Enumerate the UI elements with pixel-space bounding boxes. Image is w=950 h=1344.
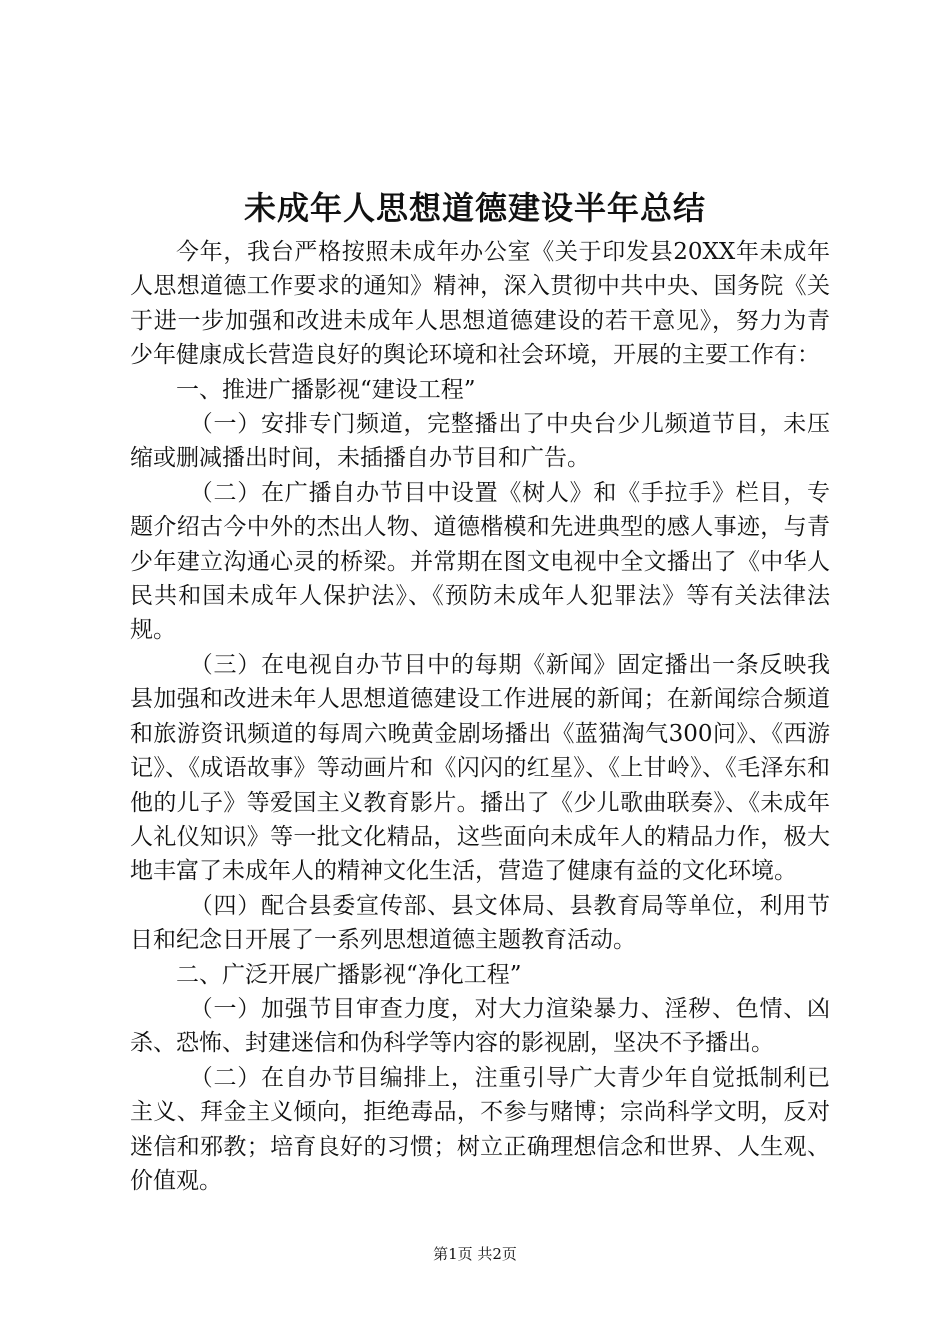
page-indicator: 第1页 共2页 (433, 1245, 517, 1263)
intro-paragraph: 今年，我台严格按照未成年办公室《关于印发县20XX年未成年人思想道德工作要求的通知》精神，深入贯彻中共中央、国务院《关于进一步加强和改进未成年人思想道德建设的若干意见》，努力为青少年健康成长营造良好的舆论环境和社会环境，开展的主要工作有： (130, 239, 830, 369)
section-heading-2: 二、广泛开展广播影视“净化工程” (176, 961, 522, 988)
section-1-item-3: （三）在电视自办节目中的每期《新闻》固定播出一条反映我县加强和改进未年人思想道德建设工作进展的新闻；在新闻综合频道和旅游资讯频道的每周六晚黄金剧场播出《蓝猫淘气300问》、《西游记》、《成语故事》等动画片和《闪闪的红星》、《上甘岭》、《毛泽东和他的儿子》等爱国主义教育影片。播出了《少儿歌曲联奏》、《未成年人礼仪知识》等一批文化精品，这些面向未成年人的精品力作，极大地丰富了未成年人的精神文化生活，营造了健康有益的文化环境。 (130, 651, 830, 885)
section-1-item-4: （四）配合县委宣传部、县文体局、县教育局等单位，利用节日和纪念日开展了一系列思想道德主题教育活动。 (130, 892, 830, 954)
section-1-item-2: （二）在广播自办节目中设置《树人》和《手拉手》栏目，专题介绍古今中外的杰出人物、道德楷模和先进典型的感人事迹，与青少年建立沟通心灵的桥梁。并常期在图文电视中全文播出了《中华人民共和国未成年人保护法》、《预防未成年人犯罪法》等有关法律法规。 (130, 479, 830, 644)
section-1-item-1: （一）安排专门频道，完整播出了中央台少儿频道节目，未压缩或删减播出时间，未插播自办节目和广告。 (130, 411, 830, 472)
section-2-item-2: （二）在自办节目编排上，注重引导广大青少年自觉抵制利已主义、拜金主义倾向，拒绝毒品，不参与赌博；宗尚科学文明，反对迷信和邪教；培育良好的习惯；树立正确理想信念和世界、人生观、价值观。 (130, 1064, 830, 1194)
section-2-item-1: （一）加强节目审查力度，对大力渲染暴力、淫秽、色情、凶杀、恐怖、封建迷信和伪科学等内容的影视剧，坚决不予播出。 (130, 995, 830, 1057)
document-body (130, 235, 830, 1198)
document-title: 未成年人思想道德建设半年总结 (243, 189, 706, 227)
section-heading-1: 一、推进广播影视“建设工程” (176, 376, 476, 403)
